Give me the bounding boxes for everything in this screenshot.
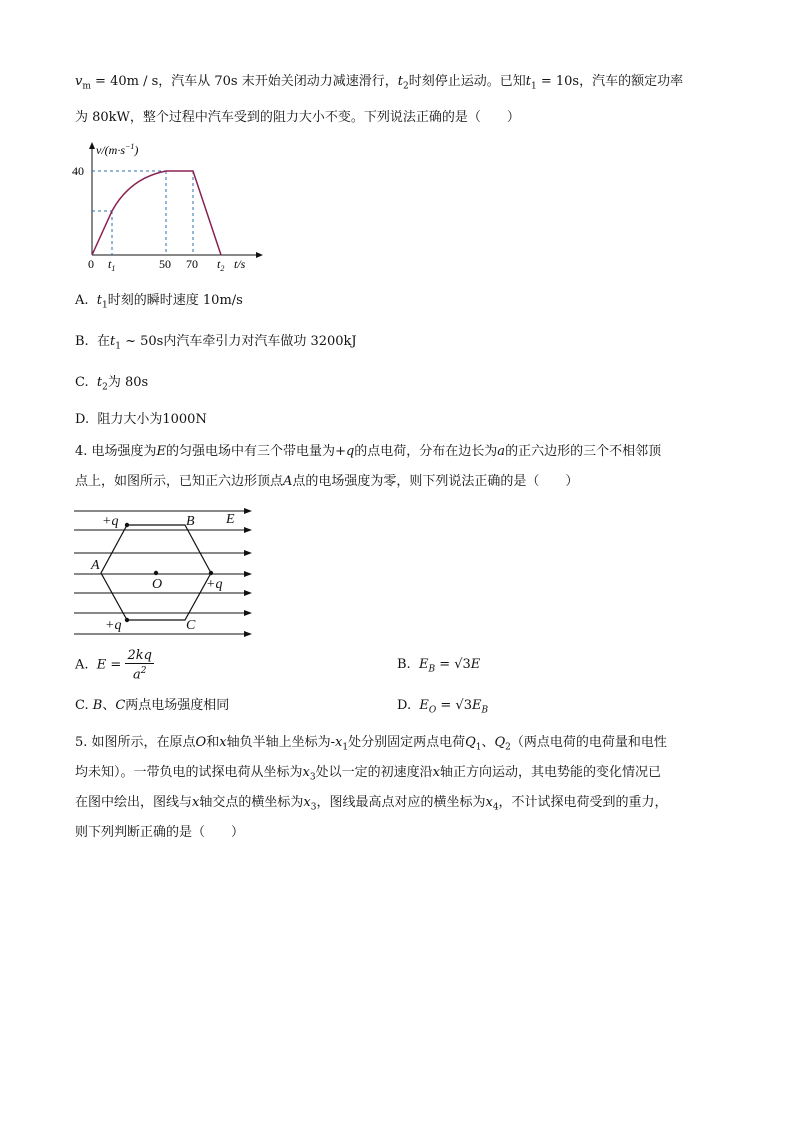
hexagon-field-figure [72,503,257,643]
q3-line-2: 为 80kW，整个过程中汽车受到的阻力大小不变。下列说法正确的是（ ） [75,110,520,125]
vertex-b-label: B [186,514,195,529]
graph-origin: 0 [88,257,94,271]
q3-option-d[interactable]: D. 阻力大小为1000N [75,412,207,427]
q3-option-b[interactable]: B. 在$t_1$ ~ 50s内汽车牵引力对汽车做功 3200kJ [75,334,357,352]
q4-option-b[interactable]: B. $E_B = √3E$ [397,657,481,675]
vertex-a-label: A [91,558,100,573]
q5-line-1: 5. 如图所示，在原点O和x轴负半轴上坐标为$-x_1$处分别固定两点电荷$Q_1$、$Q_2$（两点电荷的电荷量和电性 [75,735,667,753]
q5-line-3: 在图中绘出，图线与x轴交点的横坐标为$x_3$，图线最高点对应的横坐标为$x_4$，不计试探电荷受到的重力， [75,795,668,813]
q4-option-a[interactable]: A. E = $\frac{2kq}{a^2}$ [75,648,152,683]
field-e-label: E [226,512,235,527]
charge-right-label: +q [206,577,223,592]
q4-option-c[interactable]: C. B、C两点电场强度相同 [75,698,230,713]
vertex-c-label: C [186,618,196,633]
graph-t1: $t_1$ [108,257,116,273]
velocity-time-graph [68,140,268,275]
q3-option-a[interactable]: A. $t_1$时刻的瞬时速度 10m/s [75,293,243,311]
q4-option-d[interactable]: D. $E_O = √3E_B$ [397,698,489,716]
charge-top-label: +q [102,514,119,529]
q5-line-2: 均未知）。一带负电的试探电荷从坐标为$x_3$处以一定的初速度沿x轴正方向运动，其电势能的变化情况已 [75,765,661,783]
graph-x70: 70 [186,257,198,271]
q3-option-c[interactable]: C. $t_2$为 80s [75,375,149,393]
fraction-2kq-a2: $\frac{2kq}{a^2}$ [127,648,152,683]
q4-line-1: 4. 电场强度为E的匀强电场中有三个带电量为+q的点电荷，分布在边长为a的正六边形的三个不相邻顶 [75,444,662,459]
q5-line-4: 则下列判断正确的是（ ） [75,825,245,840]
charge-bottom-label: +q [105,618,122,633]
q3-line-1: $v_m = 40m / s$，汽车从 70s 末开始关闭动力减速滑行，$t_2$时刻停止运动。已知$t_1 = 10s$，汽车的额定功率 [75,74,684,92]
q4-line-2: 点上，如图所示，已知正六边形顶点A点的电场强度为零，则下列说法正确的是（ ） [75,474,579,489]
graph-ylabel: $v/(m\cdot s^{-1})$ [96,142,139,157]
graph-xlabel: t/s [234,257,246,271]
graph-t2: $t_2$ [217,257,225,273]
graph-x50: 50 [159,257,171,271]
graph-y40: 40 [72,164,84,178]
center-o-label: O [152,577,163,592]
